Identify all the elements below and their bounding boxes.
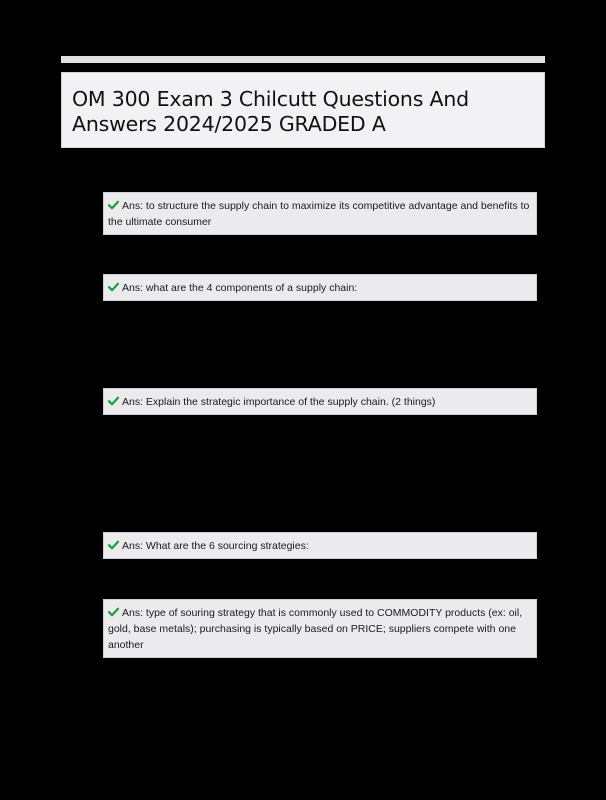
- checkmark-icon: [108, 396, 119, 406]
- answer-text: Ans: what are the 4 components of a supply chain:: [122, 282, 358, 294]
- answer-box: [103, 274, 537, 301]
- answer-text: Ans: What are the 6 sourcing strategies:: [122, 540, 309, 552]
- document-title: OM 300 Exam 3 Chilcutt Questions And Answers 2024/2025 GRADED A: [72, 87, 469, 136]
- title-box: [61, 72, 545, 148]
- answer-box: [103, 532, 537, 559]
- answer-box: [103, 192, 537, 235]
- checkmark-icon: [108, 540, 119, 550]
- checkmark-icon: [108, 607, 119, 617]
- answer-text: Ans: Explain the strategic importance of the supply chain. (2 things): [122, 396, 436, 408]
- checkmark-icon: [108, 200, 119, 210]
- answer-box: [103, 599, 537, 658]
- answer-text: Ans: type of souring strategy that is commonly used to COMMODITY products (ex: oil, gold, base metals); purchasing is typically based on PRICE; suppliers compete with one another: [108, 607, 523, 651]
- answer-text: Ans: to structure the supply chain to maximize its competitive advantage and benefits to the ultimate consumer: [108, 200, 530, 228]
- checkmark-icon: [108, 282, 119, 292]
- header-rule: [61, 56, 545, 63]
- answer-box: [103, 388, 537, 415]
